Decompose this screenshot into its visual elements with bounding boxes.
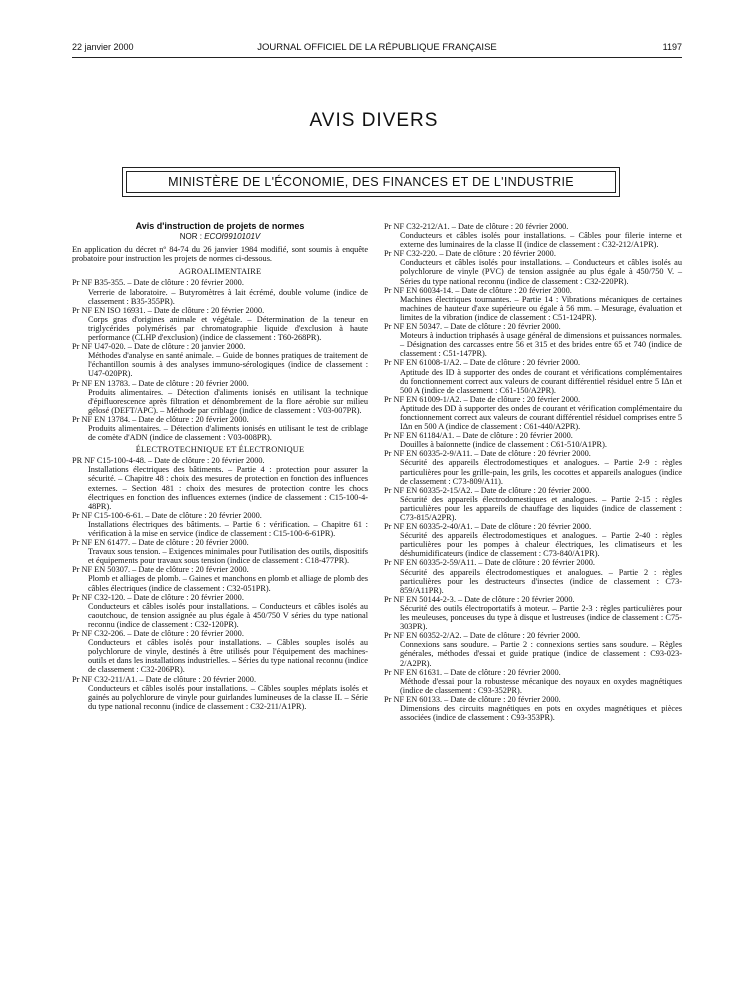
standard-reference: Pr NF C32-120. – Date de clôture : 20 février 2000. [72,592,244,602]
standard-entry [384,486,682,522]
standard-entry [72,415,368,442]
standard-entry [384,431,682,449]
standard-reference: Pr NF EN 50347. – Date de clôture : 20 février 2000. [384,322,561,332]
standard-entry [384,286,682,322]
standard-reference: Pr NF EN ISO 16931. – Date de clôture : 20 février 2000. [72,305,265,315]
standard-description: Conducteurs et câbles isolés pour installations. – Câbles souples isolés au polychlorure de vinyle, destinés à être utilisés pour l'équipement des machines-outils et dans les installations industrielles. – Séries du type national reconnu (indice de classement : C32-206PR). [88,638,368,675]
standard-description: Produits alimentaires. – Détection d'aliments ionisés en utilisant la technique d'épifluorescence après filtration et dénombrement de la flore aérobie sur milieu gélosé (DEFT/APC). – Méthode par criblage (indice de classement : V03-007PR). [88,387,368,415]
section-heading-agro: AGROALIMENTAIRE [178,267,262,277]
standard-reference: Pr NF C32-212/A1. – Date de clôture : 20 février 2000. [384,222,569,231]
standard-reference: Pr NF EN 60335-2-9/A11. – Date de clôture : 20 février 2000. [384,449,591,459]
standard-entry [72,456,368,511]
standard-reference: Pr NF EN 50307. – Date de clôture : 20 février 2000. [72,565,249,575]
header-date: 22 janvier 2000 [72,42,134,52]
standard-reference: Pr NF C32-211/A1. – Date de clôture : 20 février 2000. [72,674,257,684]
main-title: AVIS DIVERS [309,110,439,131]
elec-list-left [72,456,368,711]
standard-description: Machines électriques tournantes. – Partie 14 : Vibrations mécaniques de certaines machines de hauteur d'axe supérieure ou égale à 56 mm. – Mesurage, évaluation et limites de la vibration (indice de classement : C51-124PR). [400,294,682,322]
standard-description: Méthodes d'analyse en santé animale. – Guide de bonnes pratiques de traitement de l'échantillon soumis à des analyses immuno-sérologiques (indice de classement : U47-020PR). [88,351,368,379]
standard-reference: Pr NF EN 60133. – Date de clôture : 20 février 2000. [384,694,561,704]
standard-entry [72,278,368,305]
standard-entry [72,565,368,592]
standard-reference: Pr NF EN 61009-1/A2. – Date de clôture : 20 février 2000. [384,394,581,404]
standard-description: Sécurité des outils électroportatifs à moteur. – Partie 2-3 : règles particulières pour les meuleuses, ponceuses du type à disque et lustreuses (indice de classement : C75-303PR). [400,603,682,632]
standard-description: Aptitude des DD à supporter des ondes de courant et vérification complémentaire du fonctionnement correct aux valeurs de courant différentiel résiduel comprises entre 5 IΔn en 500 A (indice de classement : C61-440/A2PR). [400,403,682,432]
standard-reference: Pr NF EN 60335-2-15/A2. – Date de clôture : 20 février 2000. [384,485,592,495]
ministry-box [122,167,620,197]
standard-description: Sécurité des appareils électrodomestiques et analogues. – Partie 2 : règles particulières pour les destructeurs d'insectes (indice de classement : C73-859/A11PR). [400,567,682,595]
standard-description: Conducteurs et câbles isolés pour installations. – Câbles souples méplats isolés et gainés au polychlorure de vinyle pour guirlandes lumineuses de la classe II. – Série du type national reconnu (indice de classement : C32-211/A1PR). [88,683,368,711]
standard-entry [384,522,682,558]
standard-entry [384,358,682,394]
standard-description: Plomb et alliages de plomb. – Gaines et manchons en plomb et alliage de plomb des câbles électriques (indice de classement : C32-051PR). [88,574,368,593]
standard-reference: PR NF C15-100-4-48. – Date de clôture : 20 février 2000. [72,456,265,466]
standard-entry [72,306,368,342]
standard-reference: Pr NF EN 60335-2-59/A11. – Date de clôture : 20 février 2000. [384,558,595,568]
standard-entry [384,395,682,431]
standard-entry [384,558,682,594]
nor-value: ECOI9910101V [204,232,261,242]
standard-entry [72,675,368,711]
standard-description: Installations électriques des bâtiments. – Partie 4 : protection pour assurer la sécurité. – Chapitre 48 : choix des mesures de protection en fonction des influences externes. – Section 481 : choix des mesures de protection contre les chocs électriques en fonction des influences externes (indice de classement : C15-100-4-48PR). [88,465,368,511]
standard-reference: Pr NF C32-220. – Date de clôture : 20 février 2000. [384,249,556,259]
standard-reference: Pr NF C32-206. – Date de clôture : 20 février 2000. [72,629,244,639]
standard-description: Sécurité des appareils électrodomestiques et analogues. – Partie 2-9 : règles particulières pour les grille-pain, les grils, les cocottes et appareils analogues (indice de classement : C73-809/A11). [400,458,682,486]
left-column [72,222,368,711]
standard-description: Connexions sans soudure. – Partie 2 : connexions serties sans soudure. – Règles générales, méthodes d'essai et guide pratique (indice de classement : C93-023-2/A2PR). [400,640,682,668]
header-rule [72,57,682,58]
standard-description: Sécurité des appareils électrodomestiques et analogues. – Partie 2-15 : règles particulières pour les appareils de chauffage des liquides (indice de classement : C73-815/A2PR). [400,494,682,522]
standard-reference: Pr NF EN 60352-2/A2. – Date de clôture : 20 février 2000. [384,631,581,641]
standard-reference: Pr NF EN 61631. – Date de clôture : 20 février 2000. [384,667,561,677]
standard-entry [72,629,368,674]
standard-reference: Pr NF EN 13784. – Date de clôture : 20 février 2000. [72,414,249,424]
standard-description: Conducteurs et câbles isolés pour installations. – Conducteurs et câbles isolés au caoutchouc, de tension assignée au plus égale à 450/750 V séries du type national reconnu (indice de classement : C32-120PR). [88,601,368,629]
standard-reference: Pr NF EN 61184/A1. – Date de clôture : 20 février 2000. [384,431,573,441]
standard-entry [384,222,682,249]
standard-reference: Pr NF EN 61008-1/A2. – Date de clôture : 20 février 2000. [384,358,581,368]
standard-entry [384,668,682,695]
standard-description: Dimensions des circuits magnétiques en pots en oxydes magnétiques et pièces associées (indice de classement : C93-353PR). [400,703,682,723]
standard-entry [384,322,682,358]
standard-reference: Pr NF U47-020. – Date de clôture : 20 janvier 2000. [72,342,246,352]
standard-reference: Pr NF B35-355. – Date de clôture : 20 février 2000. [72,278,244,288]
standard-description: Douilles à baïonnette (indice de classement : C61-510/A1PR). [400,440,607,450]
standard-reference: Pr NF EN 61477. – Date de clôture : 20 février 2000. [72,538,249,548]
standard-reference: Pr NF C15-100-6-61. – Date de clôture : 20 février 2000. [72,510,262,520]
standard-reference: Pr NF EN 60335-2-40/A1. – Date de clôture : 20 février 2000. [384,522,592,532]
standard-description: Produits alimentaires. – Détection d'aliments ionisés en utilisant le test de criblage de comète d'ADN (indice de classement : V03-008PR). [88,423,368,443]
elec-list-right [384,222,682,722]
nor-reference [72,232,368,241]
standard-description: Corps gras d'origines animale et végétale. – Détermination de la teneur en triglycérides polymérisés par chromatographie liquide d'exclusion à haute performance (CLHP d'exclusion) (indice de classement : T60-268PR). [88,314,368,343]
standard-description: Conducteurs et câbles isolés pour installations. – Câbles pour filerie interne et externe des luminaires de la classe II (indice de classement : C32-212/A1PR). [400,231,682,250]
standard-entry [384,449,682,485]
ministry-name: MINISTÈRE DE L'ÉCONOMIE, DES FINANCES ET DE L'INDUSTRIE [126,171,616,193]
standard-description: Conducteurs et câbles isolés pour installations. – Conducteurs et câbles isolés au polychlorure de vinyle (PVC) de tension assignée au plus égale à 450/750 V. – Séries du type national reconnu (indice de classement : C32-220PR). [400,258,682,286]
standard-entry [384,695,682,722]
standard-reference: Pr NF EN 13783. – Date de clôture : 20 février 2000. [72,378,249,388]
header-journal-title: JOURNAL OFFICIEL DE LA RÉPUBLIQUE FRANÇAISE [257,42,497,53]
standard-description: Méthode d'essai pour la robustesse mécanique des noyaux en oxydes magnétiques (indice de classement : C93-352PR). [400,676,682,695]
standard-description: Sécurité des appareils électrodomestiques et analogues. – Partie 2-40 : règles particulières pour les pompes à chaleur électriques, les climatiseurs et les déshumidificateurs (indice de classement : C73-840/A1PR). [400,531,682,559]
standard-description: Moteurs à induction triphasés à usage général de dimensions et puissances normales. – Désignation des carcasses entre 56 et 315 et des brides entre 65 et 740 (indice de classement : C51-147PR). [400,331,682,359]
standard-entry [384,631,682,667]
notice-title: Avis d'instruction de projets de normes [135,221,305,231]
standard-entry [72,538,368,565]
standard-description: Aptitude des ID à supporter des ondes de courant et vérifications complémentaires du fonctionnement correct aux valeurs de courant différentiel résiduel entre 5 IΔn et 500 A (indice de classement : C61-150/A2PR). [400,367,682,395]
standard-description: Verrerie de laboratoire. – Butyromètres à lait écrémé, double volume (indice de classement : B35-355PR). [88,287,368,306]
right-column [384,222,682,722]
standard-description: Travaux sous tension. – Exigences minimales pour l'utilisation des outils, dispositifs et équipements pour travaux sous tension (indice de classement : C18-477PR). [88,547,368,566]
standard-description: Installations électriques des bâtiments. – Partie 6 : vérification. – Chapitre 61 : vérification à la mise en service (indice de classement : C15-100-6-61PR). [88,519,368,538]
header-page-number: 1197 [662,42,682,52]
standard-reference: Pr NF EN 60034-14. – Date de clôture : 20 février 2000. [384,285,572,295]
standard-reference: Pr NF EN 50144-2-3. – Date de clôture : 20 février 2000. [384,594,575,604]
section-heading-elec: ÉLECTROTECHNIQUE ET ÉLECTRONIQUE [135,445,305,455]
standard-entry [72,593,368,629]
notice-intro: En application du décret nº 84-74 du 26 janvier 1984 modifié, sont soumis à enquête probatoire pour instruction les projets de normes ci-dessous. [72,245,368,264]
standard-entry [72,342,368,378]
standard-entry [384,249,682,285]
agro-list [72,278,368,442]
standard-entry [72,511,368,538]
standard-entry [72,379,368,415]
running-header [72,42,682,56]
standard-entry [384,595,682,631]
nor-label: NOR : [179,232,202,242]
